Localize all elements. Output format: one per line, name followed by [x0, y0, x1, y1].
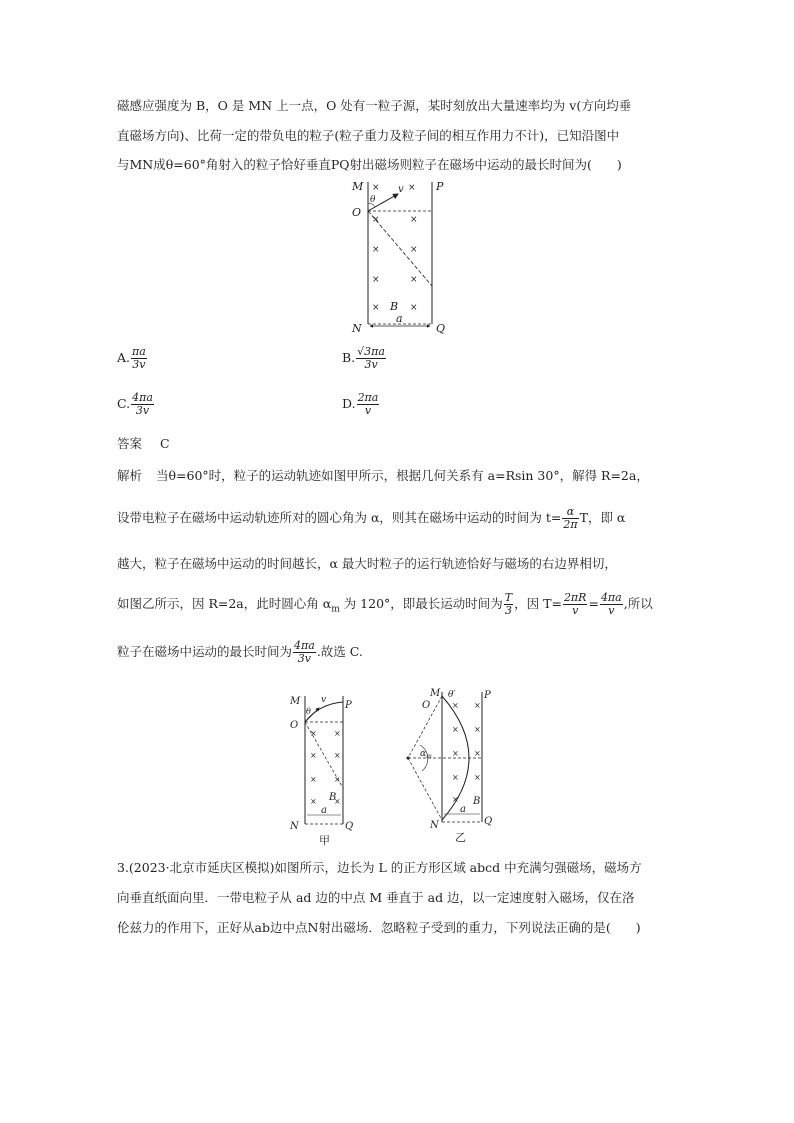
fig-yi-caption: 乙	[455, 831, 466, 844]
svg-text:×: ×	[452, 725, 459, 734]
svg-text:×: ×	[334, 729, 341, 738]
fig-yi-label-P: P	[484, 690, 491, 701]
question-2-line-3: 与MN成θ=60°角射入的粒子恰好垂直PQ射出磁场则粒子在磁场中运动的最长时间为( )	[117, 157, 622, 172]
question-3-line-1: 3.(2023·北京市延庆区模拟)如图所示，边长为 L 的正方形区域 abcd 中充满匀强磁场，磁场方	[117, 860, 642, 875]
fig-yi-label-theta: θ′	[448, 690, 456, 700]
fig-yi-label-N: N	[430, 820, 439, 831]
svg-text:×: ×	[310, 751, 317, 760]
question-3-line-3: 伦兹力的作用下，正好从ab边中点N射出磁场．忽略粒子受到的重力，下列说法正确的是( )	[117, 920, 641, 935]
svg-text:×: ×	[372, 303, 380, 313]
analysis-line-4: 如图乙所示，因 R=2a，此时圆心角 $\alpha_m$ 为 120°，即最长运动时间为 $\frac{T}{3}$ ，因 T= $\frac{2\pi R}{v}$ = $\frac{4\pi a}{v}$ ,所以	[117, 591, 653, 617]
svg-text:×: ×	[310, 797, 317, 806]
analysis-label: 解析	[117, 468, 143, 483]
svg-text:×: ×	[410, 215, 418, 225]
option-c[interactable]: C. $\frac{4\pi a}{3v}$	[117, 391, 153, 417]
svg-text:×: ×	[474, 701, 481, 710]
fig-yi-label-O: O	[422, 700, 431, 711]
fig-main-label-M: M	[352, 180, 364, 193]
svg-text:×: ×	[474, 773, 481, 782]
fig-main-label-v: v	[398, 184, 404, 195]
svg-text:×: ×	[310, 775, 317, 784]
fig-main-label-O: O	[352, 206, 362, 219]
analysis-line-1: 解析 当θ=60°时，粒子的运动轨迹如图甲所示，根据几何关系有 a=Rsin 30°，解得 R=2a，	[117, 468, 649, 483]
svg-text:×: ×	[372, 215, 380, 225]
svg-text:×: ×	[334, 775, 341, 784]
fig-jia-label-M: M	[290, 696, 301, 707]
svg-text:×: ×	[452, 701, 459, 710]
fig-main-label-N: N	[352, 322, 362, 335]
fig-main-label-a: a	[396, 312, 403, 325]
svg-text:×: ×	[334, 751, 341, 760]
fig-main-crosses	[372, 183, 418, 313]
svg-text:×: ×	[408, 183, 416, 193]
svg-text:×: ×	[410, 245, 418, 255]
svg-text:×: ×	[474, 749, 481, 758]
svg-text:×: ×	[372, 275, 380, 285]
svg-text:×: ×	[452, 773, 459, 782]
svg-text:×: ×	[372, 245, 380, 255]
fig-jia-label-O: O	[290, 720, 299, 731]
option-b[interactable]: B. $\frac{√3\pi a}{3v}$	[342, 345, 385, 371]
fig-jia-label-N: N	[290, 821, 299, 832]
answer-value: C	[160, 436, 170, 451]
fig-yi-label-alpha: $\alpha_m$	[420, 749, 432, 760]
fig-jia-label-Q: Q	[345, 821, 354, 832]
question-3-line-2: 向垂直纸面向里．一带电粒子从 ad 边的中点 M 垂直于 ad 边，以一定速度射入磁场，仅在洛	[117, 890, 635, 905]
fig-yi-label-M: M	[430, 688, 441, 699]
fig-jia-label-B: B	[329, 792, 337, 803]
answer-row	[117, 434, 170, 452]
figure-yi	[400, 684, 510, 849]
fig-main-label-Q: Q	[436, 322, 446, 335]
figure-main	[340, 176, 460, 338]
svg-text:×: ×	[474, 725, 481, 734]
svg-text:×: ×	[410, 303, 418, 313]
fig-main-label-theta: θ	[370, 195, 376, 205]
svg-text:×: ×	[334, 797, 341, 806]
fig-yi-label-a: a	[460, 804, 466, 815]
analysis-line-5: 粒子在磁场中运动的最长时间为 $\frac{4\pi a}{3v}$ .故选 C.	[117, 639, 363, 665]
svg-text:×: ×	[410, 275, 418, 285]
question-2-line-1: 磁感应强度为 B，O 是 MN 上一点，O 处有一粒子源，某时刻放出大量速率均为 v(方向均垂	[117, 98, 632, 113]
question-2-line-2: 直磁场方向)、比荷一定的带负电的粒子(粒子重力及粒子间的相互作用力不计)，已知沿图中	[117, 128, 620, 143]
svg-text:×: ×	[452, 749, 459, 758]
option-d[interactable]: D. $\frac{2\pi a}{v}$	[342, 391, 379, 417]
answer-label: 答案	[117, 436, 143, 451]
fig-yi-label-Q: Q	[484, 816, 493, 827]
svg-text:×: ×	[310, 729, 317, 738]
analysis-line-3: 越大，粒子在磁场中运动的时间越长，α 最大时粒子的运行轨迹恰好与磁场的右边界相切，	[117, 556, 617, 571]
option-a[interactable]: A. $\frac{\pi a}{3v}$	[117, 345, 146, 371]
fig-yi-label-B: B	[473, 796, 481, 807]
fig-jia-caption: 甲	[319, 834, 330, 847]
fig-jia-label-P: P	[345, 700, 352, 711]
figure-jia	[285, 688, 365, 848]
fig-jia-label-theta: θ	[306, 707, 311, 716]
analysis-line-2: 设带电粒子在磁场中运动轨迹所对的圆心角为 α，则其在磁场中运动的时间为 t= $\frac{\alpha}{2\pi}$ T，即 α	[117, 505, 626, 531]
fig-main-label-B: B	[390, 300, 399, 313]
svg-text:×: ×	[372, 183, 380, 193]
svg-text:×: ×	[452, 795, 459, 804]
fig-jia-label-a: a	[321, 805, 327, 816]
fig-main-label-P: P	[436, 180, 444, 193]
fig-jia-label-v: v	[321, 695, 327, 705]
